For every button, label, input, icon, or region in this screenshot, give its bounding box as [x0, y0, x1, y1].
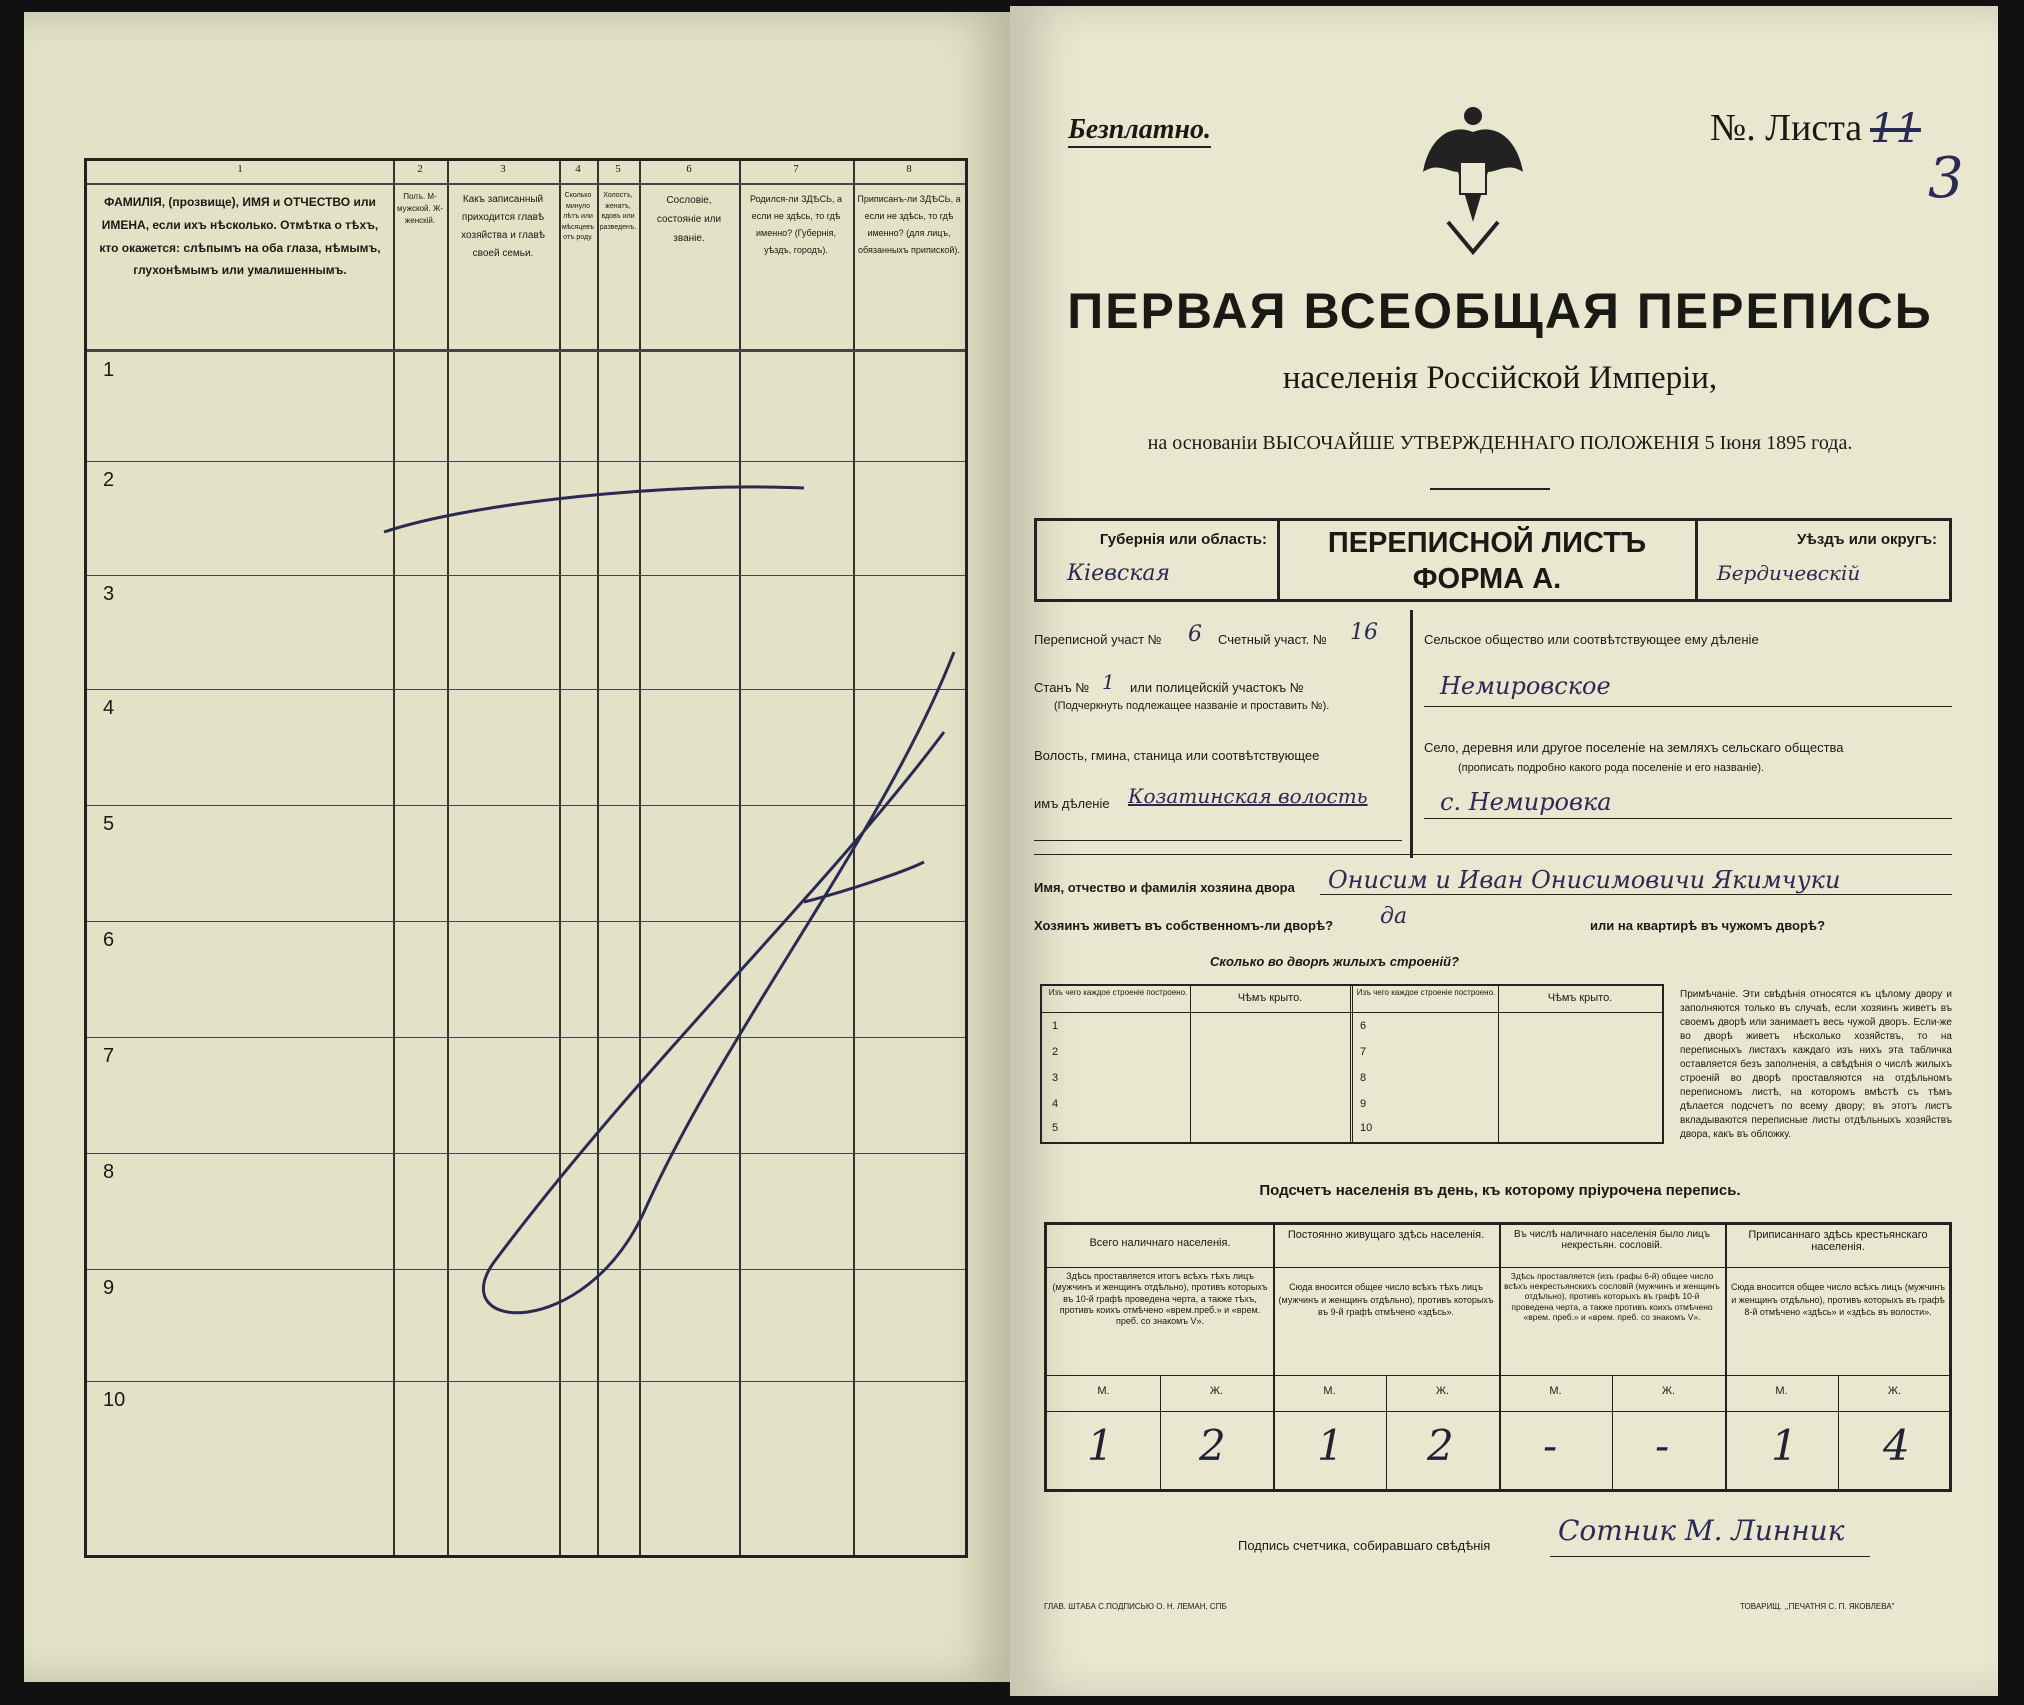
male-label: М.	[1549, 1385, 1562, 1397]
female-label: Ж.	[1887, 1385, 1902, 1397]
row-number: 7	[103, 1045, 115, 1067]
bld-row-number: 9	[1360, 1098, 1367, 1110]
row-number: 8	[103, 1161, 115, 1183]
bld-col2-header-right: Чѣмъ крыто.	[1547, 992, 1613, 1004]
signature-underline	[1550, 1556, 1870, 1557]
count-registered-zh: 4	[1883, 1421, 1910, 1470]
count-col-head: Всего наличнаго населенія.	[1089, 1237, 1231, 1249]
selo-label: Село, деревня или другое поселеніе на земляхъ сельскаго общества	[1424, 740, 1844, 755]
count-col-desc: Здѣсь проставляется (изъ графы 6-й) общее число всѣхъ некрестьянскихъ сословій (мужчинъ и женщинъ отдѣльно), противъ которыхъ въ графѣ 10-й проведена черта, а также противъ коихъ отмѣчено «врем. преб.» и «врем. преб. со знакомъ V».	[1504, 1271, 1720, 1322]
owner-value: Онисим и Иван Онисимовичи Якимчуки	[1328, 866, 1841, 894]
bld-row-number: 7	[1360, 1046, 1367, 1058]
row-number: 4	[103, 697, 115, 719]
male-label: М.	[1323, 1385, 1336, 1397]
row-number: 5	[103, 813, 115, 835]
count-permanent-m: 1	[1317, 1421, 1344, 1470]
col-number: 6	[686, 163, 692, 175]
male-label: М.	[1775, 1385, 1788, 1397]
uchast-label: Переписной участ №	[1034, 632, 1162, 647]
row-number: 6	[103, 929, 115, 951]
count-nonpeasant-zh: -	[1655, 1421, 1670, 1470]
printer-right: ТОВАРИЩ. ,,ПЕЧАТНЯ С. П. ЯКОВЛЕВА"	[1740, 1602, 1895, 1611]
row-number: 3	[103, 583, 115, 605]
female-label: Ж.	[1661, 1385, 1676, 1397]
uchast-value: 6	[1188, 622, 1202, 647]
row-number: 9	[103, 1277, 115, 1299]
society-underline	[1424, 706, 1952, 707]
address-divider	[1410, 610, 1413, 858]
lives-label: Хозяинъ живетъ въ собственномъ-ли дворѣ?	[1034, 918, 1334, 933]
address-bottom-line	[1034, 854, 1952, 855]
col-header-estate: Сословіе, состояніе или званіе.	[656, 195, 722, 244]
count-permanent-zh: 2	[1427, 1421, 1454, 1470]
form-header-box	[1034, 518, 1952, 602]
owner-label: Имя, отчество и фамилія хозяина двора	[1034, 880, 1295, 895]
bld-row-number: 5	[1052, 1122, 1059, 1134]
col-header-relation: Какъ записанный приходится главѣ хозяйства и главѣ своей семьи.	[461, 194, 545, 259]
bld-row-number: 4	[1052, 1098, 1059, 1110]
col-number: 7	[793, 163, 799, 175]
bld-col1-header-right: Изъ чего каждое строеніе построено.	[1356, 988, 1496, 997]
ornament-divider	[1430, 488, 1550, 490]
col-number: 3	[500, 163, 506, 175]
main-title: ПЕРВАЯ ВСЕОБЩАЯ ПЕРЕПИСЬ	[1067, 283, 1933, 339]
volost-label: Волость, гмина, станица или соотвѣтствующее	[1034, 748, 1320, 763]
female-label: Ж.	[1209, 1385, 1224, 1397]
bld-row-number: 10	[1360, 1122, 1373, 1134]
count-title: Подсчетъ населенія въ день, къ которому пріурочена перепись.	[1259, 1182, 1741, 1199]
col-number: 8	[906, 163, 912, 175]
row-number: 1	[103, 359, 115, 381]
sheet-title: ПЕРЕПИСНОЙ ЛИСТЪ	[1327, 527, 1647, 559]
stan-label: Станъ №	[1034, 680, 1090, 695]
subtitle: населенія Россійской Имперіи,	[1282, 360, 1718, 396]
count-registered-m: 1	[1771, 1421, 1798, 1470]
col-header-name: ФАМИЛІЯ, (прозвище), ИМЯ и ОТЧЕСТВО или ИМЕНА, если ихъ нѣсколько. Отмѣтка о тѣхъ, кто окажется: слѣпымъ на оба глаза, нѣмымъ, глухонѣмымъ или умалишеннымъ.	[99, 195, 381, 278]
guberniya-label: Губернія или область:	[1099, 531, 1267, 548]
count-col-head: Приписаннаго здѣсь крестьянскаго населенія.	[1748, 1229, 1928, 1253]
or-label: или на квартирѣ въ чужомъ дворѣ?	[1590, 918, 1826, 933]
sheet-number-label: №. Листа	[1710, 107, 1863, 149]
col-header-age: Сколько минуло лѣтъ или мѣсяцевъ отъ роду.	[561, 192, 595, 241]
corner-mark: 3	[1928, 146, 1964, 211]
bld-row-number: 2	[1052, 1046, 1059, 1058]
volost-label-2: имъ дѣленіе	[1034, 796, 1110, 811]
count-col-head: Въ числѣ наличнаго населенія было лицъ некрестьян. сословій.	[1513, 1229, 1711, 1251]
col-header-sex: Полъ. М-мужской. Ж-женскій.	[396, 192, 444, 225]
schet-value: 16	[1350, 620, 1378, 645]
uezd-value: Бердичевскій	[1717, 561, 1861, 585]
printer-left: ГЛАВ. ШТАБА С.ПОДПИСЬЮ О. Н. ЛЕМАН, СПБ	[1044, 1602, 1227, 1611]
guberniya-value: Кіевская	[1067, 561, 1171, 586]
underline-note: (Подчеркнуть подлежащее названіе и проставить №).	[1054, 700, 1330, 712]
population-count-table	[1044, 1222, 1952, 1492]
bld-row-number: 6	[1360, 1020, 1367, 1032]
count-total-zh: 2	[1199, 1421, 1226, 1470]
buildings-table	[1040, 984, 1664, 1144]
selo-note: (прописать подробно какого рода поселеніе и его названіе).	[1458, 762, 1765, 774]
selo-value: с. Немировка	[1440, 788, 1612, 816]
buildings-note: Примѣчаніе. Эти свѣдѣнія относятся къ цѣлому двору и заполняются только въ случаѣ, если хозяинъ живетъ въ своемъ дворѣ или занимаетъ весь чужой дворъ. Если-же во дворѣ живетъ нѣсколько хозяйствъ, то на переписныхъ листахъ каждаго изъ нихъ эта табличка оставляется безъ заполненія, а свѣдѣнія о числѣ жилыхъ строеній во дворѣ проставляются на отдѣльномъ переписномъ листѣ, на которомъ вмѣстѣ съ тѣмъ дѣлается подсчетъ по всему двору; въ этотъ листъ вкладываются переписные листы отдѣльныхъ хозяйствъ двора, какъ въ обложку.	[1680, 989, 1952, 1140]
row-number: 10	[103, 1389, 126, 1411]
left-page	[24, 12, 1014, 1682]
handwritten-cancel-strokes	[24, 12, 1014, 1682]
society-label: Сельское общество или соотвѣтствующее ему дѣленіе	[1424, 632, 1759, 647]
volost-underline	[1034, 840, 1402, 841]
signature-value: Сотник М. Линник	[1558, 1514, 1845, 1547]
society-value: Немировское	[1440, 672, 1611, 700]
count-total-m: 1	[1087, 1421, 1114, 1470]
col-header-marital: Холостъ, женатъ, вдовъ или разведенъ.	[599, 192, 637, 231]
schet-label: Счетный участ. №	[1218, 632, 1327, 647]
count-col-desc: Здѣсь проставляется итогъ всѣхъ тѣхъ лицъ (мужчинъ и женщинъ отдѣльно), противъ которыхъ въ 10-й графѣ проведена черта, а также тѣхъ, противъ коихъ отмѣчено «врем.преб.» и «врем. преб. со знакомъ V».	[1052, 1271, 1268, 1326]
col-number: 5	[615, 163, 621, 175]
owner-underline	[1320, 894, 1952, 895]
count-nonpeasant-m: -	[1543, 1421, 1558, 1470]
bld-row-number: 8	[1360, 1072, 1367, 1084]
col-header-registered: Приписанъ-ли ЗДѢСЬ, а если не здѣсь, то гдѣ именно? (для лицъ, обязанныхъ припиской).	[857, 194, 961, 256]
male-label: М.	[1097, 1385, 1110, 1397]
basis-text: на основаніи ВЫСОЧАЙШЕ УТВЕРЖДЕННАГО ПОЛОЖЕНІЯ 5 Іюня 1895 года.	[1147, 432, 1853, 454]
police-label: или полицейскій участокъ №	[1130, 680, 1304, 695]
bld-row-number: 3	[1052, 1072, 1059, 1084]
uezd-label: Уѣздъ или округъ:	[1796, 531, 1937, 548]
form-title: ФОРМА А.	[1412, 563, 1562, 595]
selo-underline	[1424, 818, 1952, 819]
col-number: 4	[575, 163, 581, 175]
signature-label: Подпись счетчика, собиравшаго свѣдѣнія	[1238, 1538, 1491, 1553]
volost-value: Козатинская волость	[1128, 784, 1368, 808]
bld-row-number: 1	[1052, 1020, 1059, 1032]
col-number: 1	[237, 163, 243, 175]
stan-value: 1	[1102, 670, 1115, 694]
row-number: 2	[103, 469, 115, 491]
bld-col2-header: Чѣмъ крыто.	[1237, 992, 1303, 1004]
count-col-head: Постоянно живущаго здѣсь населенія.	[1287, 1229, 1485, 1241]
count-col-desc: Сюда вносится общее число всѣхъ лицъ (мужчинъ и женщинъ отдѣльно), противъ которыхъ въ графѣ 8-й отмѣчено «здѣсь» и «здѣсь въ волости».	[1730, 1282, 1946, 1318]
col-number: 2	[417, 163, 423, 175]
imperial-eagle-icon	[1418, 102, 1528, 262]
female-label: Ж.	[1435, 1385, 1450, 1397]
sheet-number-value: 11	[1870, 106, 1921, 152]
free-label: Безплатно.	[1068, 114, 1211, 148]
col-header-birthplace: Родился-ли ЗДѢСЬ, а если не здѣсь, то гдѣ именно? (Губернія, уѣздъ, городъ).	[749, 194, 843, 256]
right-page	[1010, 6, 1998, 1696]
bld-col1-header: Изъ чего каждое строеніе построено.	[1048, 988, 1188, 997]
count-col-desc: Сюда вносится общее число всѣхъ тѣхъ лицъ (мужчинъ и женщинъ отдѣльно), противъ которыхъ въ 9-й графѣ отмѣчено «здѣсь».	[1278, 1282, 1494, 1318]
lives-value: да	[1380, 904, 1408, 929]
buildings-label: Сколько во дворѣ жилыхъ строеній?	[1210, 954, 1459, 969]
